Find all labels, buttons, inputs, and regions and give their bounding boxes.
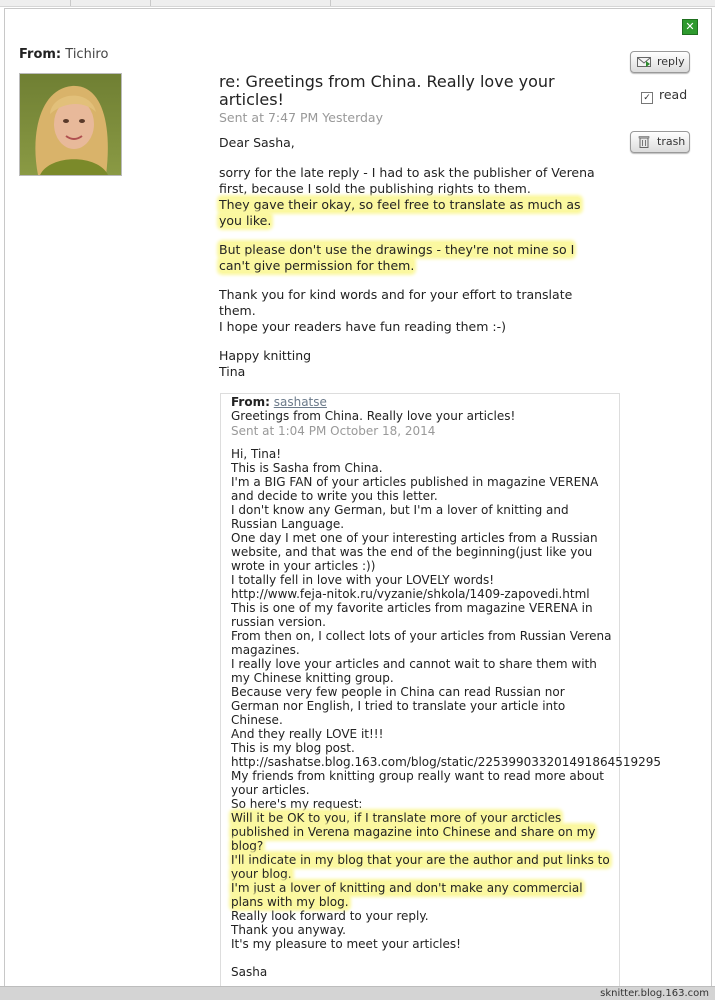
signature-line: Tina — [219, 364, 246, 379]
message-greeting: Dear Sasha, — [219, 135, 295, 150]
quoted-sent-time: Sent at 1:04 PM October 18, 2014 — [231, 424, 436, 438]
message-sent-time: Sent at 7:47 PM Yesterday — [219, 110, 383, 125]
quoted-line: This is my blog post. — [231, 741, 355, 755]
highlighted-line: can't give permission for them. — [219, 258, 415, 273]
quoted-line: I totally fell in love with your LOVELY words! — [231, 573, 495, 587]
quoted-highlighted-block — [231, 811, 631, 909]
message-highlighted-paragraph — [219, 242, 619, 274]
quoted-message — [220, 393, 662, 994]
quoted-line: And they really LOVE it!!! — [231, 727, 384, 741]
avatar — [19, 73, 122, 176]
highlighted-line: They gave their okay, so feel free to translate as much as — [219, 197, 581, 212]
highlighted-line: you like. — [219, 213, 272, 228]
quoted-sender-line — [231, 395, 327, 409]
quoted-highlighted-line: your blog. — [231, 867, 292, 881]
read-checkbox[interactable]: ✓ — [641, 92, 653, 104]
quoted-line: I really love your articles and cannot wait to share them with — [231, 657, 597, 671]
quoted-highlighted-line: published in Verena magazine into Chinese and share on my — [231, 825, 596, 839]
quoted-line: http://sashatse.blog.163.com/blog/static/225399033201491864519295 — [231, 755, 662, 769]
quoted-line: website, and that was the end of the beginning(just like you — [231, 545, 593, 559]
quoted-subject: Greetings from China. Really love your articles! — [231, 409, 516, 423]
quoted-line: Because very few people in China can read Russian nor — [231, 685, 565, 699]
top-strip-segment — [150, 0, 331, 6]
quoted-line: http://www.feja-nitok.ru/vyzanie/shkola/1409-zapovedi.html — [231, 587, 590, 601]
quoted-line: It's my pleasure to meet your articles! — [231, 937, 461, 951]
browser-top-strip — [0, 0, 715, 7]
quoted-line: German nor English, I tried to translate your article into — [231, 699, 566, 713]
sender-line — [19, 47, 108, 62]
quoted-line: So here's my request: — [231, 797, 363, 811]
quoted-highlighted-line: I'll indicate in my blog that your are the author and put links to — [231, 853, 610, 867]
quoted-highlighted-line: plans with my blog. — [231, 895, 349, 909]
quoted-sender-link[interactable]: sashatse — [273, 395, 327, 409]
quoted-line: My friends from knitting group really want to read more about — [231, 769, 605, 783]
quoted-signature: Sasha — [231, 965, 268, 979]
quoted-line: From then on, I collect lots of your articles from Russian Verena — [231, 629, 612, 643]
reply-envelope-icon — [637, 55, 651, 68]
quoted-body-tail — [231, 909, 631, 951]
from-label: From: — [19, 47, 62, 62]
quoted-line: my Chinese knitting group. — [231, 671, 394, 685]
quoted-highlighted-line: blog? — [231, 839, 264, 853]
message-line: I hope your readers have fun reading them :-) — [219, 319, 506, 334]
read-toggle[interactable] — [641, 87, 687, 104]
trash-button[interactable] — [630, 131, 690, 153]
status-bar — [0, 986, 715, 1000]
quoted-line: I'm a BIG FAN of your articles published in magazine VERENA — [231, 475, 599, 489]
quoted-line: This is one of my favorite articles from magazine VERENA in — [231, 601, 593, 615]
reply-button-label: reply — [657, 55, 685, 68]
quoted-body-lines — [231, 447, 662, 811]
quoted-line: Chinese. — [231, 713, 283, 727]
quoted-line: magazines. — [231, 643, 300, 657]
message-paragraph: sorry for the late reply - I had to ask the publisher of Verena first, because I sold the publishing rights to them. — [219, 165, 595, 196]
read-label: read — [659, 87, 688, 102]
sender-name: Tichiro — [65, 47, 109, 62]
quoted-line: Russian Language. — [231, 517, 345, 531]
message-signoff — [219, 348, 619, 380]
quoted-line: wrote in your articles :)) — [231, 559, 376, 573]
message-subject: re: Greetings from China. Really love your articles! — [219, 72, 555, 109]
highlighted-line: But please don't use the drawings - they're not mine so I — [219, 242, 575, 257]
message-paragraph — [219, 287, 619, 335]
watermark-text: sknitter.blog.163.com — [600, 988, 709, 999]
quoted-body — [231, 447, 662, 979]
message-highlighted-paragraph — [219, 197, 619, 229]
quoted-from-label: From: — [231, 395, 270, 409]
top-strip-segment — [70, 0, 151, 6]
quoted-line: Hi, Tina! — [231, 447, 282, 461]
quoted-line: Thank you anyway. — [231, 923, 346, 937]
trash-can-icon — [637, 135, 651, 148]
message-line: them. — [219, 303, 256, 318]
quoted-highlighted-line: Will it be OK to you, if I translate more of your arcticles — [231, 811, 562, 825]
quoted-line: russian version. — [231, 615, 326, 629]
reply-button[interactable] — [630, 51, 690, 73]
quoted-line: and decide to write you this letter. — [231, 489, 438, 503]
quoted-line: This is Sasha from China. — [231, 461, 383, 475]
top-strip-segment — [0, 0, 71, 6]
quoted-line: Really look forward to your reply. — [231, 909, 429, 923]
close-icon[interactable]: ✕ — [682, 19, 698, 35]
closing-line: Happy knitting — [219, 348, 312, 363]
quoted-highlighted-line: I'm just a lover of knitting and don't make any commercial — [231, 881, 583, 895]
message-line: Thank you for kind words and for your effort to translate — [219, 287, 573, 302]
quoted-line: One day I met one of your interesting articles from a Russian — [231, 531, 598, 545]
quoted-line: I don't know any German, but I'm a lover of knitting and — [231, 503, 569, 517]
trash-button-label: trash — [657, 135, 686, 148]
quoted-line: your articles. — [231, 783, 310, 797]
